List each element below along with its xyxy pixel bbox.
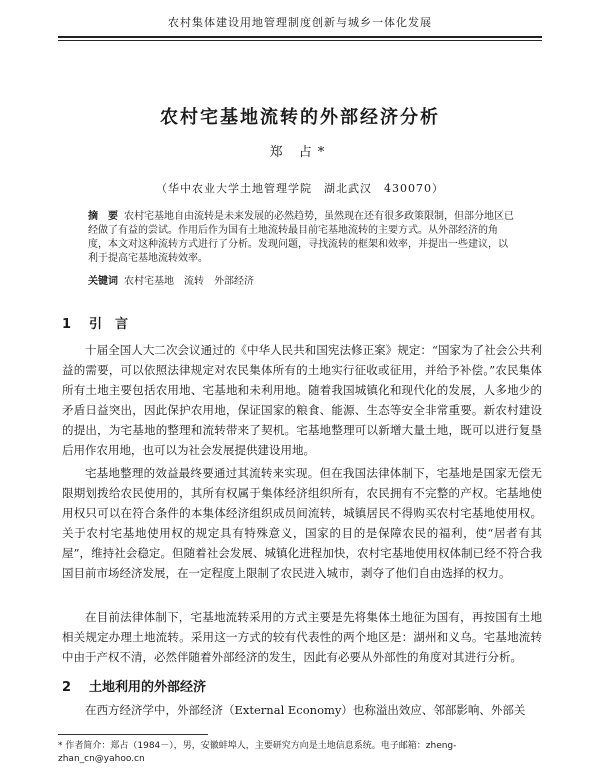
keywords-label: 关键词 — [88, 276, 118, 287]
section-title: 引 言 — [89, 317, 129, 332]
author-name: 郑 占* — [269, 145, 331, 160]
section-number: 1 — [62, 317, 72, 332]
paper-title: 农村宅基地流转的外部经济分析 — [160, 107, 440, 128]
body-paragraph: 宅基地整理的效益最终要通过其流转来实现。但在我国法律体制下，宅基地是国家无偿无限期划拨给农民使用的，其所有权属于集体经济组织所有，农民拥有不完整的产权。宅基地使用权只可以在符合条件的本集体经济组织成员间流转，城镇居民不得购买农村宅基地使用权。关于农村宅基地使用权的规定具有特殊意义，国家的目的是保障农民的福利，使“居者有其屋”，维持社会稳定。但随着社会发展、城镇化进程加快，农村宅基地使用权体制已经不符合我国目前市场经济发展，在一定程度上限制了农民进入城市，剥夺了他们自由选择的权力。 — [62, 466, 542, 580]
abstract-block — [88, 210, 516, 266]
section-heading-external-economy — [62, 676, 206, 695]
running-header: 农村集体建设用地管理制度创新与城乡一体化发展 — [168, 16, 432, 29]
body-paragraph: 在西方经济学中，外部经济（External Economy）也称溢出效应、邻部影响、外部关 — [85, 703, 526, 717]
author-affiliation: （华中农业大学土地管理学院 湖北武汉 430070） — [156, 182, 444, 195]
abstract-text: 农村宅基地自由流转是未来发展的必然趋势，虽然现在还有很多政策限制，但部分地区已经做了有益的尝试。作用后作为国有土地流转最目前宅基地流转的主要方式。从外部经济的角度，本文对这种流转方式进行了分析。发现问题，寻找流转的框架和效率，并提出一些建议，以利于提高宅基地流转效率。 — [88, 211, 514, 264]
section-number: 2 — [62, 680, 72, 695]
body-paragraph: 在目前法律体制下，宅基地流转采用的方式主要是先将集体土地征为国有，再按国有土地相关规定办理土地流转。采用这一方式的较有代表性的两个地区是：湖州和义乌。宅基地流转中由于产权不清，必然伴随着外部经济的发生，因此有必要从外部性的角度对其进行分析。 — [62, 610, 542, 664]
header-rule-thick — [58, 36, 542, 38]
footnote-rule — [58, 734, 208, 735]
keywords-text: 农村宅基地 流转 外部经济 — [124, 276, 254, 287]
abstract-label: 摘 要 — [88, 211, 118, 222]
section-title: 土地利用的外部经济 — [89, 680, 207, 695]
section-heading-introduction — [62, 313, 128, 332]
keywords-block — [88, 275, 516, 289]
author-footnote: * 作者简介：郑占（1984－），男，安徽蚌埠人，主要研究方向是土地信息系统。电子邮箱：zheng-zhan_cn@yahoo.cn — [58, 741, 457, 764]
header-rule-thin — [58, 40, 542, 41]
body-paragraph: 十届全国人大二次会议通过的《中华人民共和国宪法修正案》规定：“国家为了社会公共利益的需要，可以依照法律规定对农民集体所有的土地实行征收或征用，并给予补偿。”农民集体所有土地主要包括农用地、宅基地和未利用地。随着我国城镇化和现代化的发展，人多地少的矛盾日益突出，因此保护农用地，保证国家的粮食、能源、生态等安全非常重要。新农村建设的提出，为宅基地的整理和流转带来了契机。宅基地整理可以新增大量土地，既可以进行复垦后用作农用地，也可以为社会发展提供建设用地。 — [62, 343, 542, 457]
